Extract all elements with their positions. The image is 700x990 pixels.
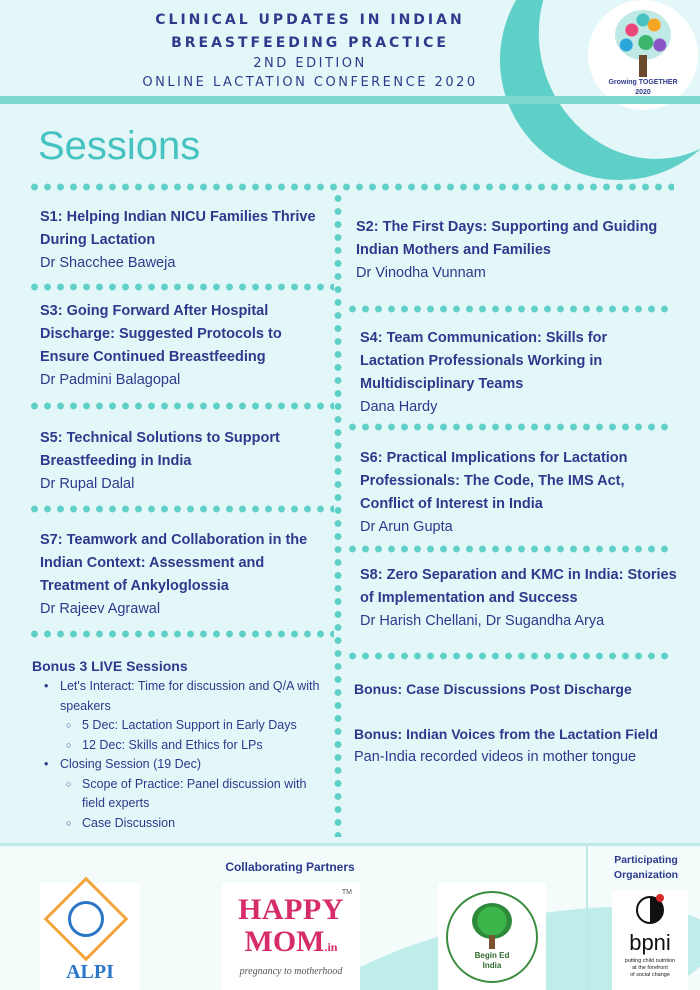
divider-right-1: [346, 305, 674, 313]
session-2: [356, 216, 666, 285]
session-4: [360, 327, 670, 419]
bpni-text: bpni: [629, 930, 671, 955]
bonus-live-sessions: [32, 655, 332, 833]
session-8: [360, 564, 680, 633]
bonus-case-discussions: [354, 678, 674, 701]
session-6: [360, 447, 670, 539]
session-title: S8: Zero Separation and KMC in India: Stories of Implementation and Success: [360, 567, 677, 606]
session-title: S1: Helping Indian NICU Families Thrive During Lactation: [40, 209, 316, 248]
conference-name: ONLINE LACTATION CONFERENCE 2020: [142, 75, 478, 90]
list-item: ○ Case Discussion: [32, 814, 332, 834]
session-5: [40, 427, 300, 496]
bonus-title: Bonus: Case Discussions Post Discharge: [354, 681, 632, 697]
red-dot-icon: [656, 894, 664, 902]
session-title: S5: Technical Solutions to Support Breastfeeding in India: [40, 430, 280, 469]
session-7: [40, 529, 325, 621]
session-1: [40, 206, 320, 275]
session-speaker: Dr Vinodha Vunnam: [356, 265, 486, 281]
divider-left-4: [28, 630, 334, 638]
list-item: ○ 12 Dec: Skills and Ethics for LPs: [32, 736, 332, 756]
header: [0, 0, 700, 100]
bpni-tagline-2: at the forefront: [632, 965, 668, 971]
header-line-1: CLINICAL UPDATES IN INDIAN: [155, 12, 465, 28]
trademark-mark: TM: [341, 889, 352, 896]
participating-organization-heading: [596, 853, 696, 883]
list-item: ○ Scope of Practice: Panel discussion with field experts: [32, 775, 332, 814]
begin-ed-line-1: Begin Ed: [474, 951, 510, 960]
collaborating-partners-heading: Collaborating Partners: [225, 860, 355, 874]
list-item: • Closing Session (19 Dec): [32, 755, 332, 775]
logo-line-1: Growing TOGETHER: [608, 79, 678, 86]
mother-child-icon: [68, 901, 104, 937]
alpi-logo: [40, 883, 140, 990]
divider-right-2: [346, 423, 674, 431]
alpi-text: ALPI: [66, 961, 114, 983]
happy-mom-logo: [222, 883, 360, 990]
header-line-2: BREASTFEEDING PRACTICE: [171, 35, 449, 51]
divider-left-3: [28, 505, 334, 513]
page-title: Sessions: [38, 124, 201, 168]
org-heading-line-1: Participating: [614, 854, 678, 866]
session-title: S7: Teamwork and Collaboration in the Indian Context: Assessment and Treatment of Ankyloglossia: [40, 532, 308, 594]
divider-right-3: [346, 545, 674, 553]
session-speaker: Dr Rupal Dalal: [40, 476, 135, 492]
session-title: S3: Going Forward After Hospital Discharge: Suggested Protocols to Ensure Continued Breastfeeding: [40, 303, 282, 365]
mom-text: [222, 925, 360, 964]
org-heading-line-2: Organization: [613, 869, 679, 881]
session-speaker: Dr Shacchee Baweja: [40, 255, 176, 271]
bonus-title: Bonus: Indian Voices from the Lactation Field: [354, 726, 658, 742]
bonus-indian-voices: [354, 723, 674, 769]
session-speaker: Dr Harish Chellani, Dr Sugandha Arya: [360, 613, 605, 629]
session-speaker: Dr Arun Gupta: [360, 519, 453, 535]
bonus-subtitle: Pan-India recorded videos in mother tongue: [354, 749, 637, 765]
bpni-tagline: [612, 958, 688, 979]
bonus-live-heading: Bonus 3 LIVE Sessions: [32, 658, 188, 674]
footer-vertical-divider: [586, 846, 588, 990]
begin-ed-line-2: India: [482, 961, 502, 970]
divider-left-2: [28, 402, 334, 410]
session-title: S4: Team Communication: Skills for Lactation Professionals Working in Multidisciplinary Teams: [360, 330, 608, 392]
session-speaker: Dana Hardy: [360, 399, 438, 415]
header-band: [0, 96, 700, 104]
divider-vertical: [334, 192, 342, 837]
session-speaker: Dr Rajeev Agrawal: [40, 601, 161, 617]
session-title: S6: Practical Implications for Lactation Professionals: The Code, The IMS Act, Conflict of Interest in India: [360, 450, 628, 512]
divider-top: [28, 183, 674, 191]
edition-label: 2ND EDITION: [253, 56, 367, 71]
divider-right-4: [346, 652, 674, 660]
logo-line-2: 2020: [635, 89, 651, 96]
begin-ed-india-logo: [438, 883, 546, 990]
tree-trunk: [489, 935, 495, 949]
mom-word: MOM: [244, 925, 325, 958]
session-title: S2: The First Days: Supporting and Guiding Indian Mothers and Families: [356, 219, 658, 258]
happy-mom-tagline: pregnancy to motherhood: [239, 966, 343, 977]
tree-icon: [472, 903, 512, 939]
bpni-tagline-3: of social change: [630, 972, 670, 978]
in-suffix: .in: [324, 940, 338, 954]
begin-ed-text: [438, 951, 546, 971]
divider-left-1: [28, 283, 334, 291]
list-item: • Let's Interact: Time for discussion and Q/A with speakers: [32, 677, 332, 716]
bpni-logo: [612, 890, 688, 990]
happy-text: HAPPY: [238, 893, 344, 926]
session-3: [40, 300, 330, 392]
footer-divider: [0, 843, 700, 846]
session-speaker: Dr Padmini Balagopal: [40, 372, 181, 388]
bpni-tagline-1: putting child nutrition: [624, 958, 676, 964]
bonus-live-list: [32, 677, 332, 833]
list-item: ○ 5 Dec: Lactation Support in Early Days: [32, 716, 332, 736]
